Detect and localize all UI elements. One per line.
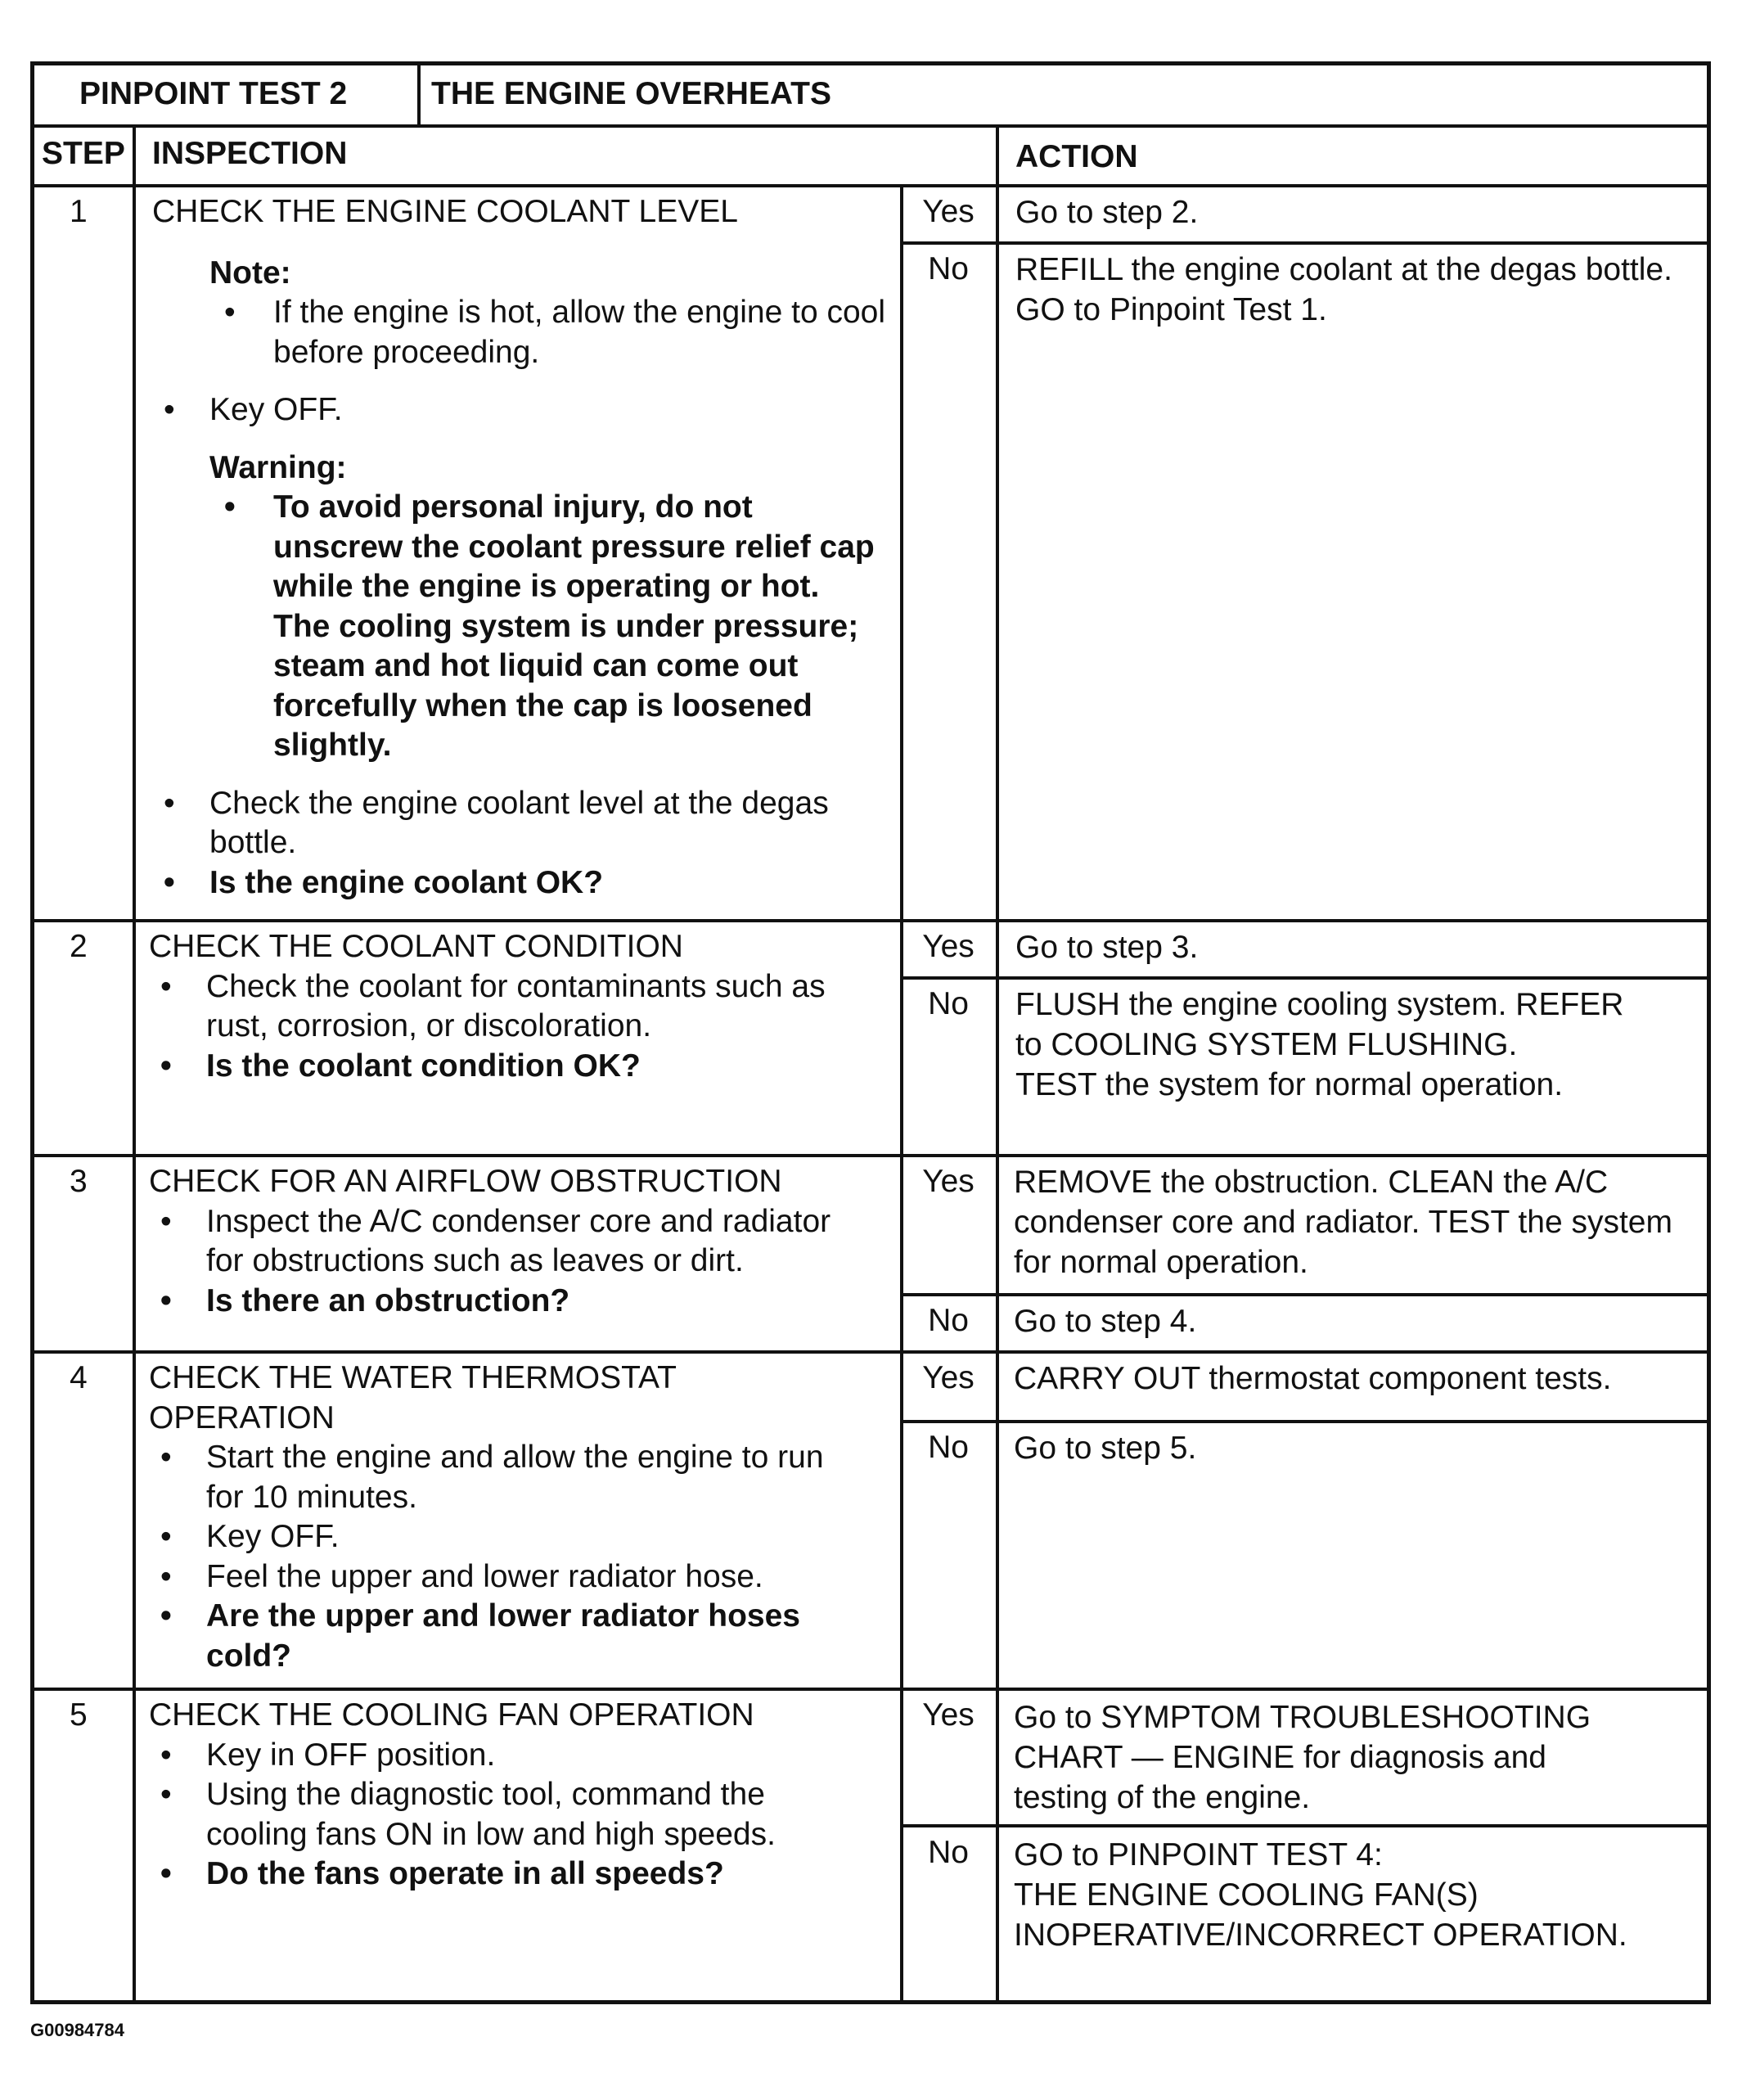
step3-inspection — [149, 1162, 830, 1321]
no-label: No — [928, 986, 969, 1021]
instruction-item: • Feel the upper and lower radiator hose. — [149, 1557, 824, 1598]
no-label: No — [928, 1835, 969, 1870]
no-action — [1015, 250, 1672, 330]
column-header-divider — [34, 184, 1707, 187]
instruction-item: • Key OFF. — [149, 1517, 824, 1557]
instruction-item-cont: for obstructions such as leaves or dirt. — [206, 1243, 744, 1278]
yes-label: Yes — [922, 1360, 975, 1395]
header-split — [417, 65, 421, 124]
step4-yes-no-divider — [900, 1420, 1707, 1423]
yes-label: Yes — [922, 1164, 975, 1199]
yes-action — [1014, 1359, 1611, 1399]
step4-divider — [34, 1688, 1707, 1691]
no-action — [1014, 1428, 1196, 1468]
yes-label: Yes — [922, 929, 975, 964]
step2-inspection — [149, 927, 826, 1086]
step-number: 5 — [70, 1697, 88, 1733]
yes-action — [1015, 192, 1198, 232]
action-text: INOPERATIVE/INCORRECT OPERATION. — [1014, 1917, 1627, 1953]
question-item: • Do the fans operate in all speeds? — [149, 1854, 776, 1895]
no-action — [1014, 1301, 1196, 1341]
question-item: • Is the coolant condition OK? — [149, 1047, 826, 1087]
action-text: Go to step 2. — [1015, 195, 1199, 230]
instruction-item: • Inspect the A/C condenser core and radiator — [149, 1202, 830, 1242]
step5-yes-no-divider — [900, 1824, 1707, 1827]
step1-yes-no-divider — [900, 241, 1707, 245]
figure-id: G00984784 — [30, 2020, 124, 2040]
note-label: Note: — [209, 255, 291, 291]
action-text: FLUSH the engine cooling system. REFER — [1015, 987, 1624, 1022]
no-action — [1015, 985, 1623, 1105]
yes-action — [1015, 927, 1198, 967]
action-text: REMOVE the obstruction. CLEAN the A/C — [1014, 1165, 1609, 1200]
action-column-rule — [996, 124, 999, 2000]
step2-yes-no-divider — [900, 976, 1707, 980]
pinpoint-test-table — [30, 61, 1711, 2004]
inspection-column-header: INSPECTION — [152, 136, 348, 171]
action-text: GO to Pinpoint Test 1. — [1015, 292, 1327, 327]
step-title: CHECK THE COOLANT CONDITION — [149, 929, 683, 964]
action-text: condenser core and radiator. TEST the system — [1014, 1205, 1672, 1240]
action-text: Go to step 4. — [1014, 1304, 1197, 1339]
instruction-item-cont: cooling fans ON in low and high speeds. — [206, 1816, 776, 1852]
no-label: No — [928, 251, 969, 286]
step-number: 1 — [70, 194, 88, 229]
action-text: to COOLING SYSTEM FLUSHING. — [1015, 1027, 1518, 1062]
action-text: testing of the engine. — [1014, 1780, 1311, 1815]
step2-divider — [34, 1154, 1707, 1157]
step1-divider — [34, 919, 1707, 922]
yes-label: Yes — [922, 1697, 975, 1733]
warning-text: • To avoid personal injury, do not — [152, 488, 885, 528]
step3-divider — [34, 1350, 1707, 1354]
warning-text-cont: steam and hot liquid can come out — [273, 648, 799, 683]
warning-text-cont: forcefully when the cap is loosened — [273, 687, 812, 723]
step4-inspection — [149, 1359, 824, 1676]
step3-yes-no-divider — [900, 1293, 1707, 1296]
instruction-item-cont: for 10 minutes. — [206, 1479, 417, 1515]
step-number: 2 — [70, 929, 88, 964]
instruction-item: • Check the coolant for contaminants such as — [149, 967, 826, 1007]
warning-text-cont: slightly. — [273, 728, 392, 763]
step-number: 3 — [70, 1164, 88, 1199]
warning-label: Warning: — [209, 449, 347, 485]
warning-text-cont: unscrew the coolant pressure relief cap — [273, 529, 875, 565]
yes-label: Yes — [922, 194, 975, 229]
action-column-header: ACTION — [1015, 139, 1138, 174]
instruction-item: • Using the diagnostic tool, command the — [149, 1775, 776, 1815]
question-item: • Is there an obstruction? — [149, 1282, 830, 1322]
note-text: • If the engine is hot, allow the engine to cool — [152, 293, 885, 333]
action-text: Go to step 3. — [1015, 930, 1199, 965]
question-item: • Is the engine coolant OK? — [152, 863, 885, 904]
instruction-item: • Start the engine and allow the engine to run — [149, 1438, 824, 1478]
test-title: THE ENGINE OVERHEATS — [431, 76, 832, 111]
instruction-item: • Check the engine coolant level at the degas — [152, 784, 885, 824]
action-text: CARRY OUT thermostat component tests. — [1014, 1361, 1612, 1396]
instruction-item: • Key OFF. — [152, 390, 885, 430]
test-id: PINPOINT TEST 2 — [79, 76, 348, 111]
step5-inspection — [149, 1696, 776, 1895]
action-text: Go to step 5. — [1014, 1431, 1197, 1466]
step1-inspection — [152, 192, 885, 903]
step-column-header: STEP — [42, 136, 125, 171]
step-column-rule — [133, 124, 136, 2000]
question-item: • Are the upper and lower radiator hoses — [149, 1597, 824, 1637]
warning-text-cont: The cooling system is under pressure; — [273, 608, 859, 644]
step-title-cont: OPERATION — [149, 1399, 335, 1435]
yes-action — [1014, 1162, 1672, 1282]
no-label: No — [928, 1430, 969, 1465]
step-title: CHECK THE COOLING FAN OPERATION — [149, 1697, 754, 1733]
step-number: 4 — [70, 1360, 88, 1395]
question-item-cont: cold? — [206, 1638, 291, 1674]
no-label: No — [928, 1303, 969, 1338]
instruction-item-cont: bottle. — [209, 825, 297, 860]
instruction-item-cont: rust, corrosion, or discoloration. — [206, 1008, 652, 1043]
header-divider — [34, 124, 1707, 128]
action-text: Go to SYMPTOM TROUBLESHOOTING — [1014, 1700, 1591, 1735]
warning-text-cont: while the engine is operating or hot. — [273, 569, 820, 604]
action-text: GO to PINPOINT TEST 4: — [1014, 1837, 1383, 1872]
step-title: CHECK THE ENGINE COOLANT LEVEL — [152, 194, 738, 229]
step-title: CHECK THE WATER THERMOSTAT — [149, 1360, 677, 1395]
action-text: THE ENGINE COOLING FAN(S) — [1014, 1877, 1479, 1913]
action-text: for normal operation. — [1014, 1245, 1308, 1280]
action-text: CHART — ENGINE for diagnosis and — [1014, 1740, 1546, 1775]
step-title: CHECK FOR AN AIRFLOW OBSTRUCTION — [149, 1164, 782, 1199]
action-text: TEST the system for normal operation. — [1015, 1067, 1564, 1102]
action-text: REFILL the engine coolant at the degas bottle. — [1015, 252, 1672, 287]
note-text-cont: before proceeding. — [273, 334, 540, 370]
instruction-item: • Key in OFF position. — [149, 1736, 776, 1776]
yes-action — [1014, 1697, 1591, 1818]
no-action — [1014, 1835, 1627, 1955]
